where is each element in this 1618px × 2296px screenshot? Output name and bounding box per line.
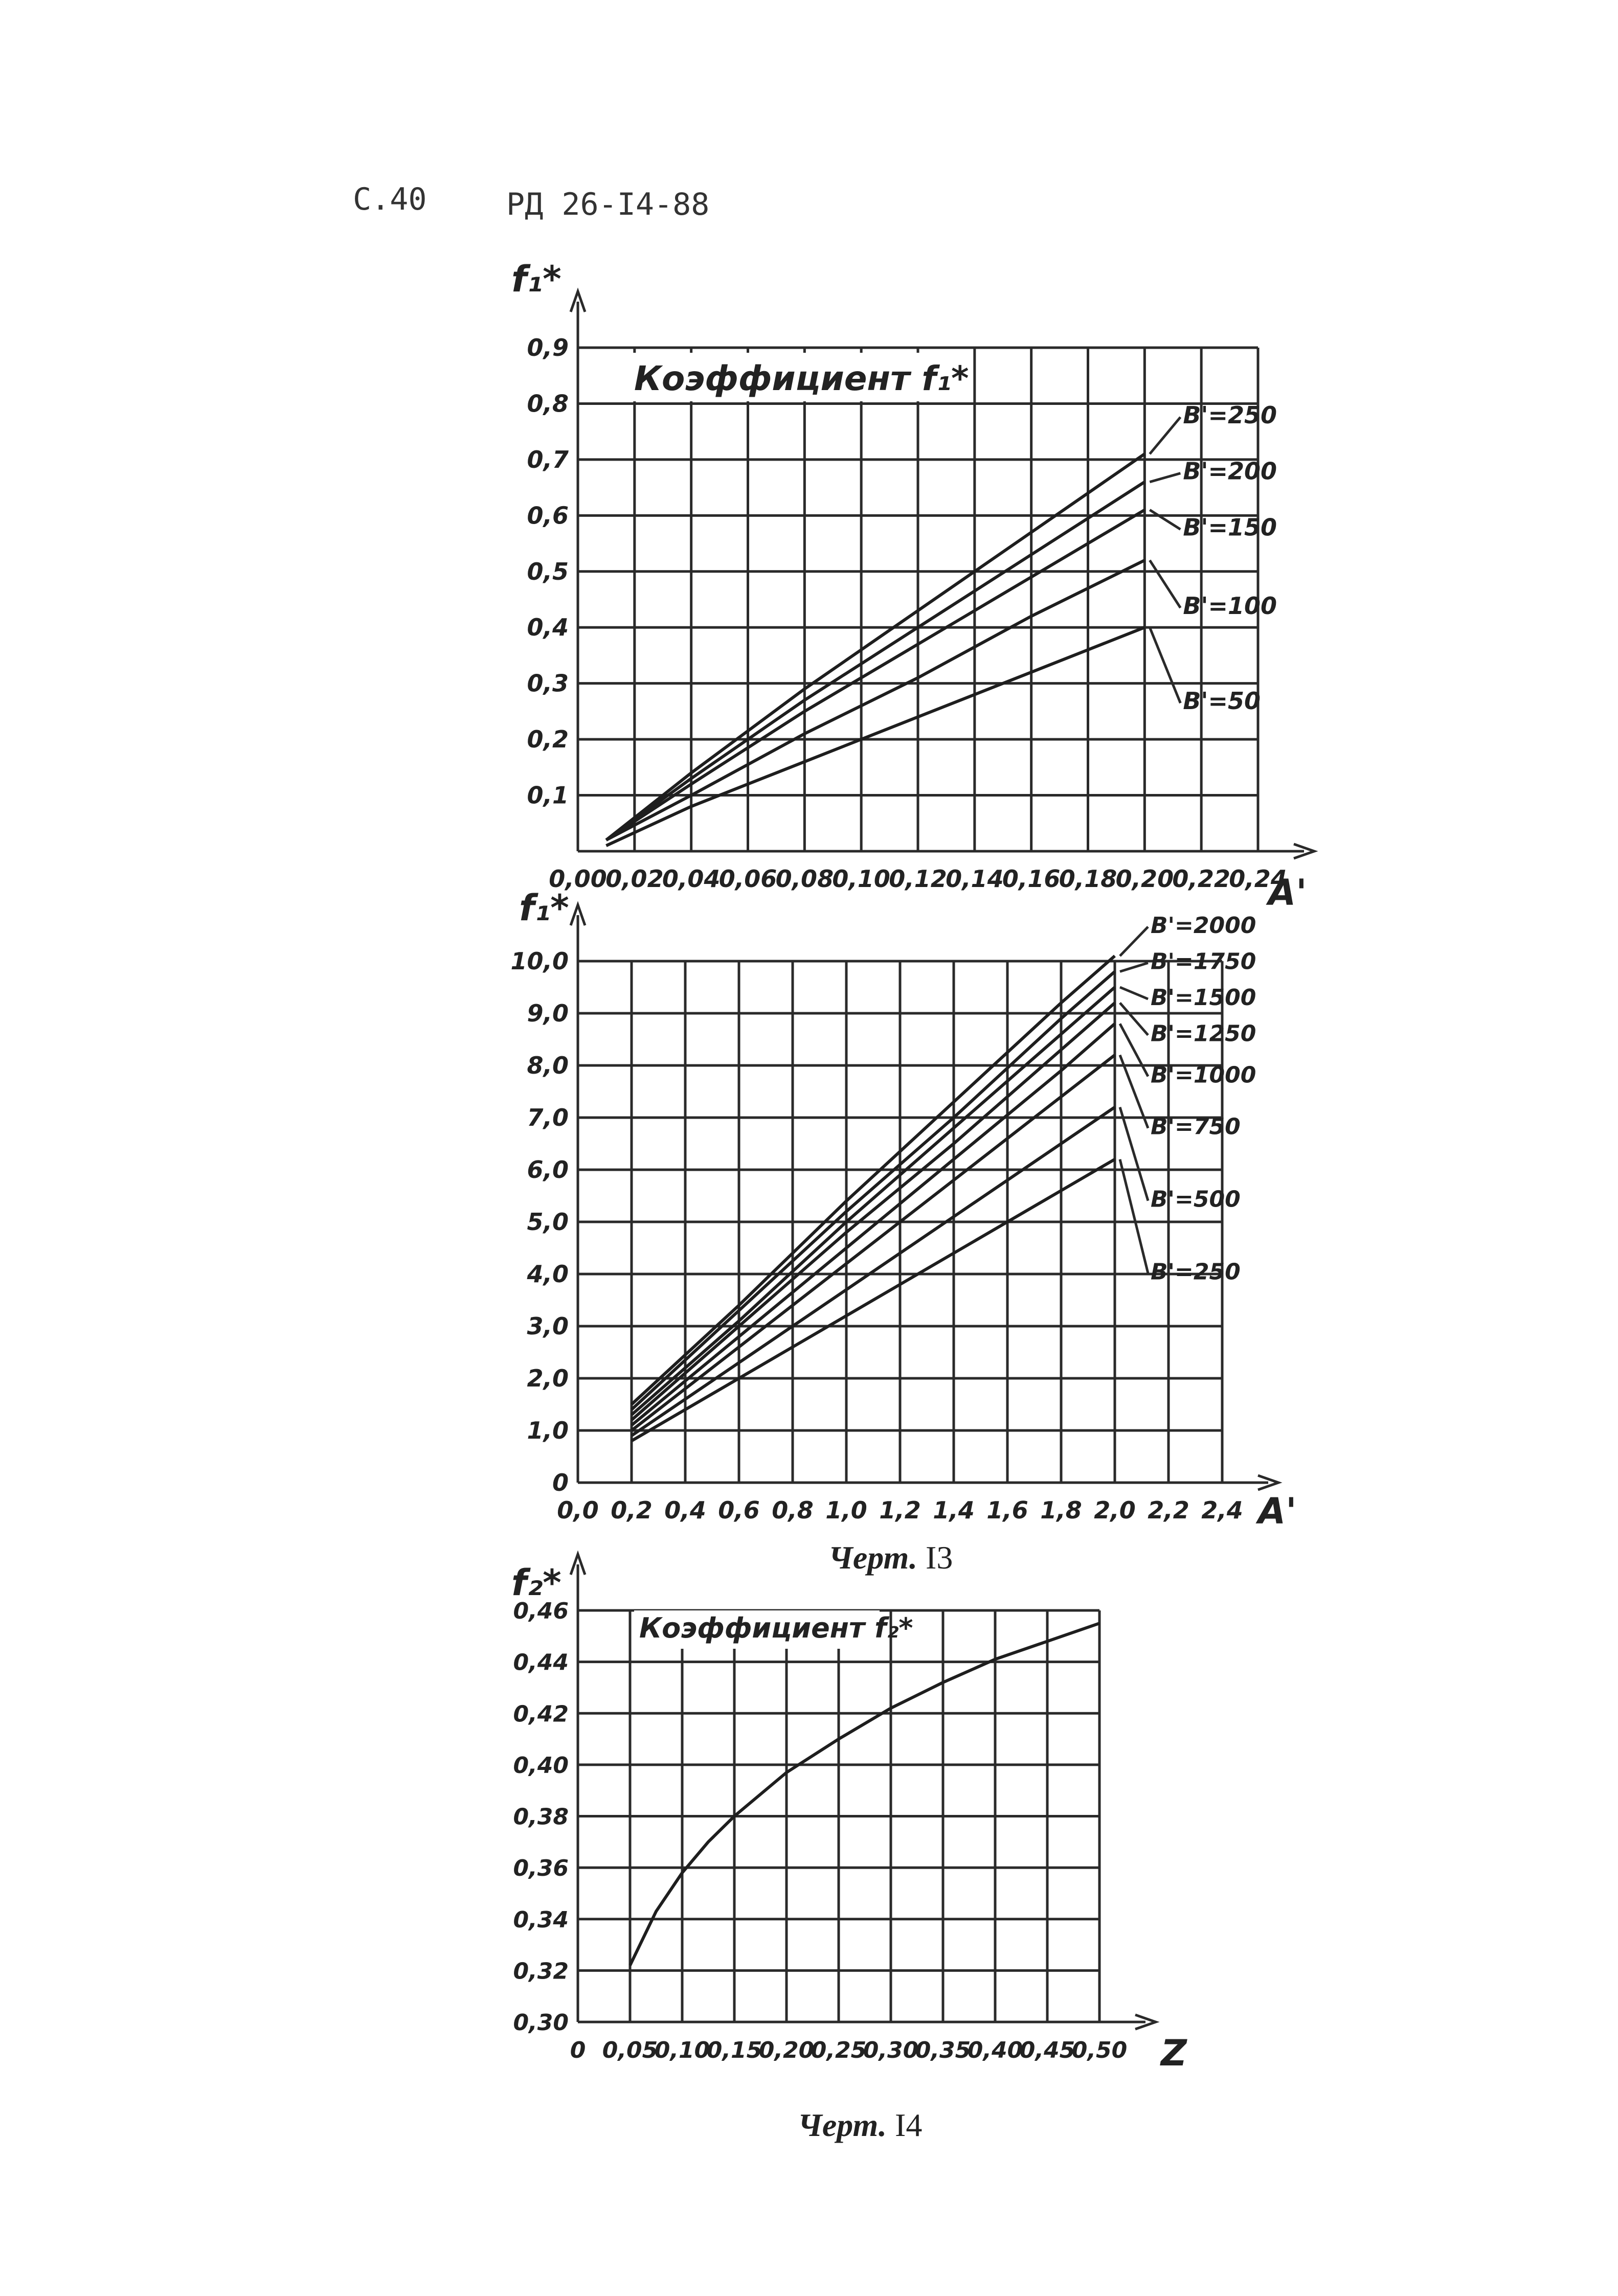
chart1-x-tick-label: 0,6	[718, 1496, 760, 1524]
chart1-y-tick-label: 5,0	[527, 1208, 569, 1236]
document-code: РД 26-I4-88	[506, 187, 710, 222]
chart0-x-axis-label: A'	[1268, 872, 1307, 914]
chart2-y-tick-label: 0,32	[513, 1958, 569, 1985]
chart1-series-leader	[1120, 963, 1148, 971]
chart2-title: Коэффициент f₂*	[639, 1612, 913, 1644]
chart2-x-tick-label: 0,25	[811, 2037, 867, 2063]
chart2-x-tick-label: 0,15	[706, 2037, 762, 2063]
chart0-y-axis-label: f₁*	[511, 258, 561, 300]
chart0-x-tick-label: 0,22	[1172, 865, 1230, 893]
chart2-x-tick-label: 0,10	[654, 2037, 710, 2063]
caption-14-number: I4	[895, 2107, 923, 2143]
chart0-series-leader	[1150, 417, 1180, 454]
chart0-x-tick-label: 0,18	[1059, 865, 1117, 893]
chart0-y-tick-label: 0,7	[527, 445, 569, 473]
chart0-series-label: B'=200	[1183, 457, 1277, 485]
chart1-x-tick-label: 1,4	[933, 1496, 975, 1524]
chart2-y-tick-label: 0,42	[513, 1701, 569, 1727]
chart1-series-line	[632, 956, 1115, 1404]
chart2-series-line	[630, 1623, 1099, 1965]
chart1-series-leader	[1120, 927, 1148, 956]
caption-14	[798, 2106, 922, 2144]
chart1-series-line	[632, 1160, 1115, 1441]
chart1-x-tick-label: 0,0	[557, 1496, 599, 1524]
chart2-x-tick-label: 0,05	[602, 2037, 658, 2063]
chart1-series-label: B'=1500	[1151, 985, 1256, 1011]
chart0-series-leader	[1150, 627, 1180, 703]
chart2-y-tick-label: 0,38	[513, 1804, 569, 1830]
chart0-title: Коэффициент f₁*	[634, 359, 969, 398]
chart2-y-tick-label: 0,44	[513, 1649, 569, 1676]
chart1-x-tick-label: 1,0	[825, 1496, 867, 1524]
chart1-y-tick-label: 8,0	[527, 1052, 569, 1079]
page-number: С.40	[353, 181, 427, 217]
chart1-series-line	[632, 1055, 1115, 1430]
chart0-series-label: B'=250	[1183, 401, 1277, 429]
chart1-x-tick-label: 1,6	[986, 1496, 1028, 1524]
chart1-y-tick-label: 2,0	[527, 1365, 569, 1392]
chart0-series-line	[606, 560, 1144, 840]
chart1-series-leader	[1120, 987, 1148, 999]
chart0-series-leader	[1150, 473, 1180, 482]
chart1-x-axis-label: A'	[1258, 1490, 1297, 1532]
chart1-x-tick-label: 2,2	[1148, 1496, 1189, 1524]
chart2-x-tick-label: 0,30	[863, 2037, 919, 2063]
chart0-y-tick-label: 0,1	[527, 781, 569, 809]
chart1-series-label: B'=750	[1151, 1113, 1241, 1140]
chart0-series-leader	[1150, 560, 1180, 608]
chart0-x-tick-label: 0,08	[775, 865, 834, 893]
chart1-series-line	[632, 1024, 1115, 1425]
chart2-x-tick-label: 0,40	[967, 2037, 1023, 2063]
chart1-y-axis-label: f₁*	[519, 887, 569, 929]
caption-13-prefix: Черт.	[828, 1539, 917, 1576]
chart1-y-tick-label: 4,0	[527, 1260, 569, 1288]
chart2-y-tick-label: 0,34	[513, 1906, 569, 1933]
caption-14-prefix: Черт.	[798, 2107, 887, 2143]
chart2-x-tick-label: 0	[570, 2037, 586, 2063]
chart0-y-tick-label: 0,2	[527, 725, 569, 754]
chart2-y-tick-label: 0,36	[513, 1855, 569, 1882]
chart1-series-leader	[1120, 1160, 1148, 1274]
chart1-x-tick-label: 0,8	[772, 1496, 814, 1524]
chart1-y-tick-label: 1,0	[527, 1417, 569, 1444]
chart1-y-tick-label: 10,0	[510, 947, 569, 975]
chart0-y-tick-label: 0,3	[527, 669, 569, 697]
chart0-x-tick-label: 0,20	[1115, 865, 1174, 893]
chart1-y-tick-label: 9,0	[527, 999, 569, 1027]
chart1-series-label: B'=1000	[1151, 1062, 1256, 1088]
chart2-y-tick-label: 0,40	[513, 1752, 569, 1779]
chart1-x-tick-label: 1,2	[879, 1496, 921, 1524]
chart1-x-tick-label: 2,4	[1201, 1496, 1243, 1524]
chart0-series-label: B'=100	[1183, 592, 1277, 620]
chart1-series-label: B'=500	[1151, 1186, 1241, 1213]
chart0-x-tick-label: 0,06	[718, 865, 777, 893]
chart0-series-label: B'=150	[1183, 513, 1277, 541]
chart0-x-tick-label: 0,14	[946, 865, 1004, 893]
chart0-x-tick-label: 0,24	[1229, 865, 1287, 893]
chart1-y-tick-label: 0	[552, 1469, 569, 1496]
chart2-x-axis-label: Z	[1161, 2032, 1187, 2074]
chart0-series-leader	[1150, 510, 1180, 529]
chart1-series-label: B'=250	[1151, 1259, 1241, 1285]
chart0-y-tick-label: 0,5	[527, 557, 569, 585]
chart2-x-tick-label: 0,45	[1019, 2037, 1075, 2063]
chart1-x-tick-label: 2,0	[1094, 1496, 1136, 1524]
caption-13-number: I3	[926, 1539, 953, 1576]
chart2-x-tick-label: 0,50	[1071, 2037, 1128, 2063]
chart2-y-tick-label: 0,30	[513, 2010, 569, 2036]
chart1-series-label: B'=1750	[1151, 948, 1256, 975]
caption-13	[828, 1539, 953, 1577]
chart0-y-tick-label: 0,9	[527, 334, 569, 361]
chart1-series-label: B'=2000	[1151, 912, 1256, 939]
chart0-x-tick-label: 0,00	[549, 865, 607, 893]
chart1-x-tick-label: 0,2	[611, 1496, 653, 1524]
chart0-x-tick-label: 0,04	[662, 865, 721, 893]
chart0-x-tick-label: 0,16	[1002, 865, 1061, 893]
chart0-series-line	[606, 627, 1144, 846]
chart0-y-tick-label: 0,6	[527, 502, 569, 530]
chart1-series-label: B'=1250	[1151, 1020, 1256, 1047]
chart1-x-tick-label: 0,4	[664, 1496, 706, 1524]
chart1-y-tick-label: 7,0	[527, 1104, 569, 1131]
chart0-x-tick-label: 0,12	[889, 865, 947, 893]
chart0-x-tick-label: 0,10	[832, 865, 890, 893]
chart2-y-axis-label: f₂*	[511, 1562, 561, 1604]
chart0-series-line	[606, 510, 1144, 840]
chart2-x-tick-label: 0,35	[915, 2037, 971, 2063]
chart2-y-tick-label: 0,46	[513, 1598, 569, 1624]
chart0-y-tick-label: 0,8	[527, 390, 569, 418]
chart2-x-tick-label: 0,20	[758, 2037, 815, 2063]
chart0-y-tick-label: 0,4	[527, 613, 569, 642]
chart1-y-tick-label: 6,0	[527, 1156, 569, 1184]
chart1-y-tick-label: 3,0	[527, 1312, 569, 1340]
chart1-series-line	[632, 971, 1115, 1410]
chart0-series-label: B'=50	[1183, 687, 1261, 715]
chart1-series-leader	[1120, 1107, 1148, 1201]
chart1-x-tick-label: 1,8	[1040, 1496, 1082, 1524]
chart0-x-tick-label: 0,02	[605, 865, 664, 893]
chart1-series-line	[632, 1107, 1115, 1436]
